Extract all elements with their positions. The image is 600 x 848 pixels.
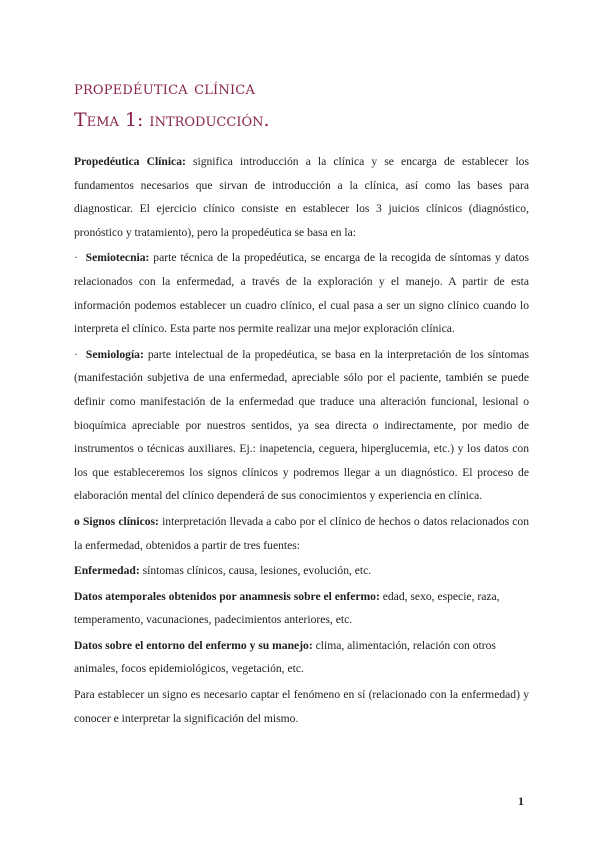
paragraph-text: clima, alimentación, relación con otros animales, focos epidemiológicos, vegetación, etc.: [74, 638, 496, 676]
term-datos-entorno: Datos sobre el entorno del enfermo y su manejo:: [74, 638, 313, 652]
term-datos-atemporales: Datos atemporales obtenidos por anamnesis sobre el enfermo:: [74, 589, 380, 603]
paragraph-datos-atemporales: [74, 585, 529, 632]
paragraph-conclusion: [74, 683, 529, 730]
document-subtitle: Tema 1: introducción.: [74, 109, 270, 131]
paragraph-semiologia: [74, 343, 529, 508]
term-semiologia: Semiología:: [85, 347, 144, 361]
term-semiotecnia: Semiotecnia:: [85, 251, 150, 265]
paragraph-text: interpretación llevada a cabo por el clínico de hechos o datos relacionados con la enfermedad, obtenidos a partir de tres fuentes:: [74, 514, 529, 552]
document-body: [74, 150, 529, 732]
document-title: propedéutica clínica: [74, 77, 256, 99]
bullet-icon: ·: [74, 251, 78, 265]
paragraph-propedeutica: [74, 150, 529, 244]
paragraph-datos-entorno: [74, 634, 529, 681]
paragraph-text: Para establecer un signo es necesario captar el fenómeno en sí (relacionado con la enfermedad) y conocer e interpretar la significación del mismo.: [74, 688, 529, 725]
bullet-icon: ·: [74, 347, 78, 361]
paragraph-enfermedad: [74, 559, 529, 583]
paragraph-text: parte intelectual de la propedéutica, se basa en la interpretación de los síntomas (manifestación subjetiva de una enfermedad, apreciable sólo por el paciente, también se puede definir como manifestación de la enfermedad que traduce una alteración funcional, lesional o bioquímica apreciable por nuestros sentidos, ya sea directa o indirectamente, por medio de instrumentos o técnicas auxiliares. Ej.: inapetencia, ceguera, hiperglucemia, etc.) y los datos con los que estableceremos los signos clínicos y podremos llegar a un diagnóstico. El proceso de elaboración mental del clínico dependerá de sus conocimientos y experiencia en clínica.: [74, 347, 529, 503]
paragraph-text: parte técnica de la propedéutica, se encarga de la recogida de síntomas y datos relacionados con la enfermedad, a través de la exploración y el manejo. A partir de esta información podemos establecer un cuadro clínico, el cual pasa a ser un signo clínico cuando lo interpreta el clínico. Esta parte nos permite realizar una mejor exploración clínica.: [74, 251, 530, 336]
page-number: 1: [518, 794, 524, 808]
paragraph-semiotecnia: [74, 246, 529, 340]
paragraph-signos: [74, 510, 529, 557]
paragraph-text: síntomas clínicos, causa, lesiones, evolución, etc.: [139, 564, 372, 578]
term-signos: o Signos clínicos:: [74, 514, 159, 528]
paragraph-text: significa introducción a la clínica y se encarga de establecer los fundamentos necesarios que sirvan de introducción a la clínica, así como las bases para diagnosticar. El ejercicio clínico consiste en establecer los 3 juicios clínicos (diagnóstico, pronóstico y tratamiento), pero la propedéutica se basa en la:: [74, 155, 529, 239]
paragraph-text: edad, sexo, especie, raza, temperamento, vacunaciones, padecimientos anteriores, etc.: [74, 589, 500, 627]
term-propedeutica: Propedéutica Clínica:: [74, 155, 186, 168]
term-enfermedad: Enfermedad:: [74, 564, 140, 578]
